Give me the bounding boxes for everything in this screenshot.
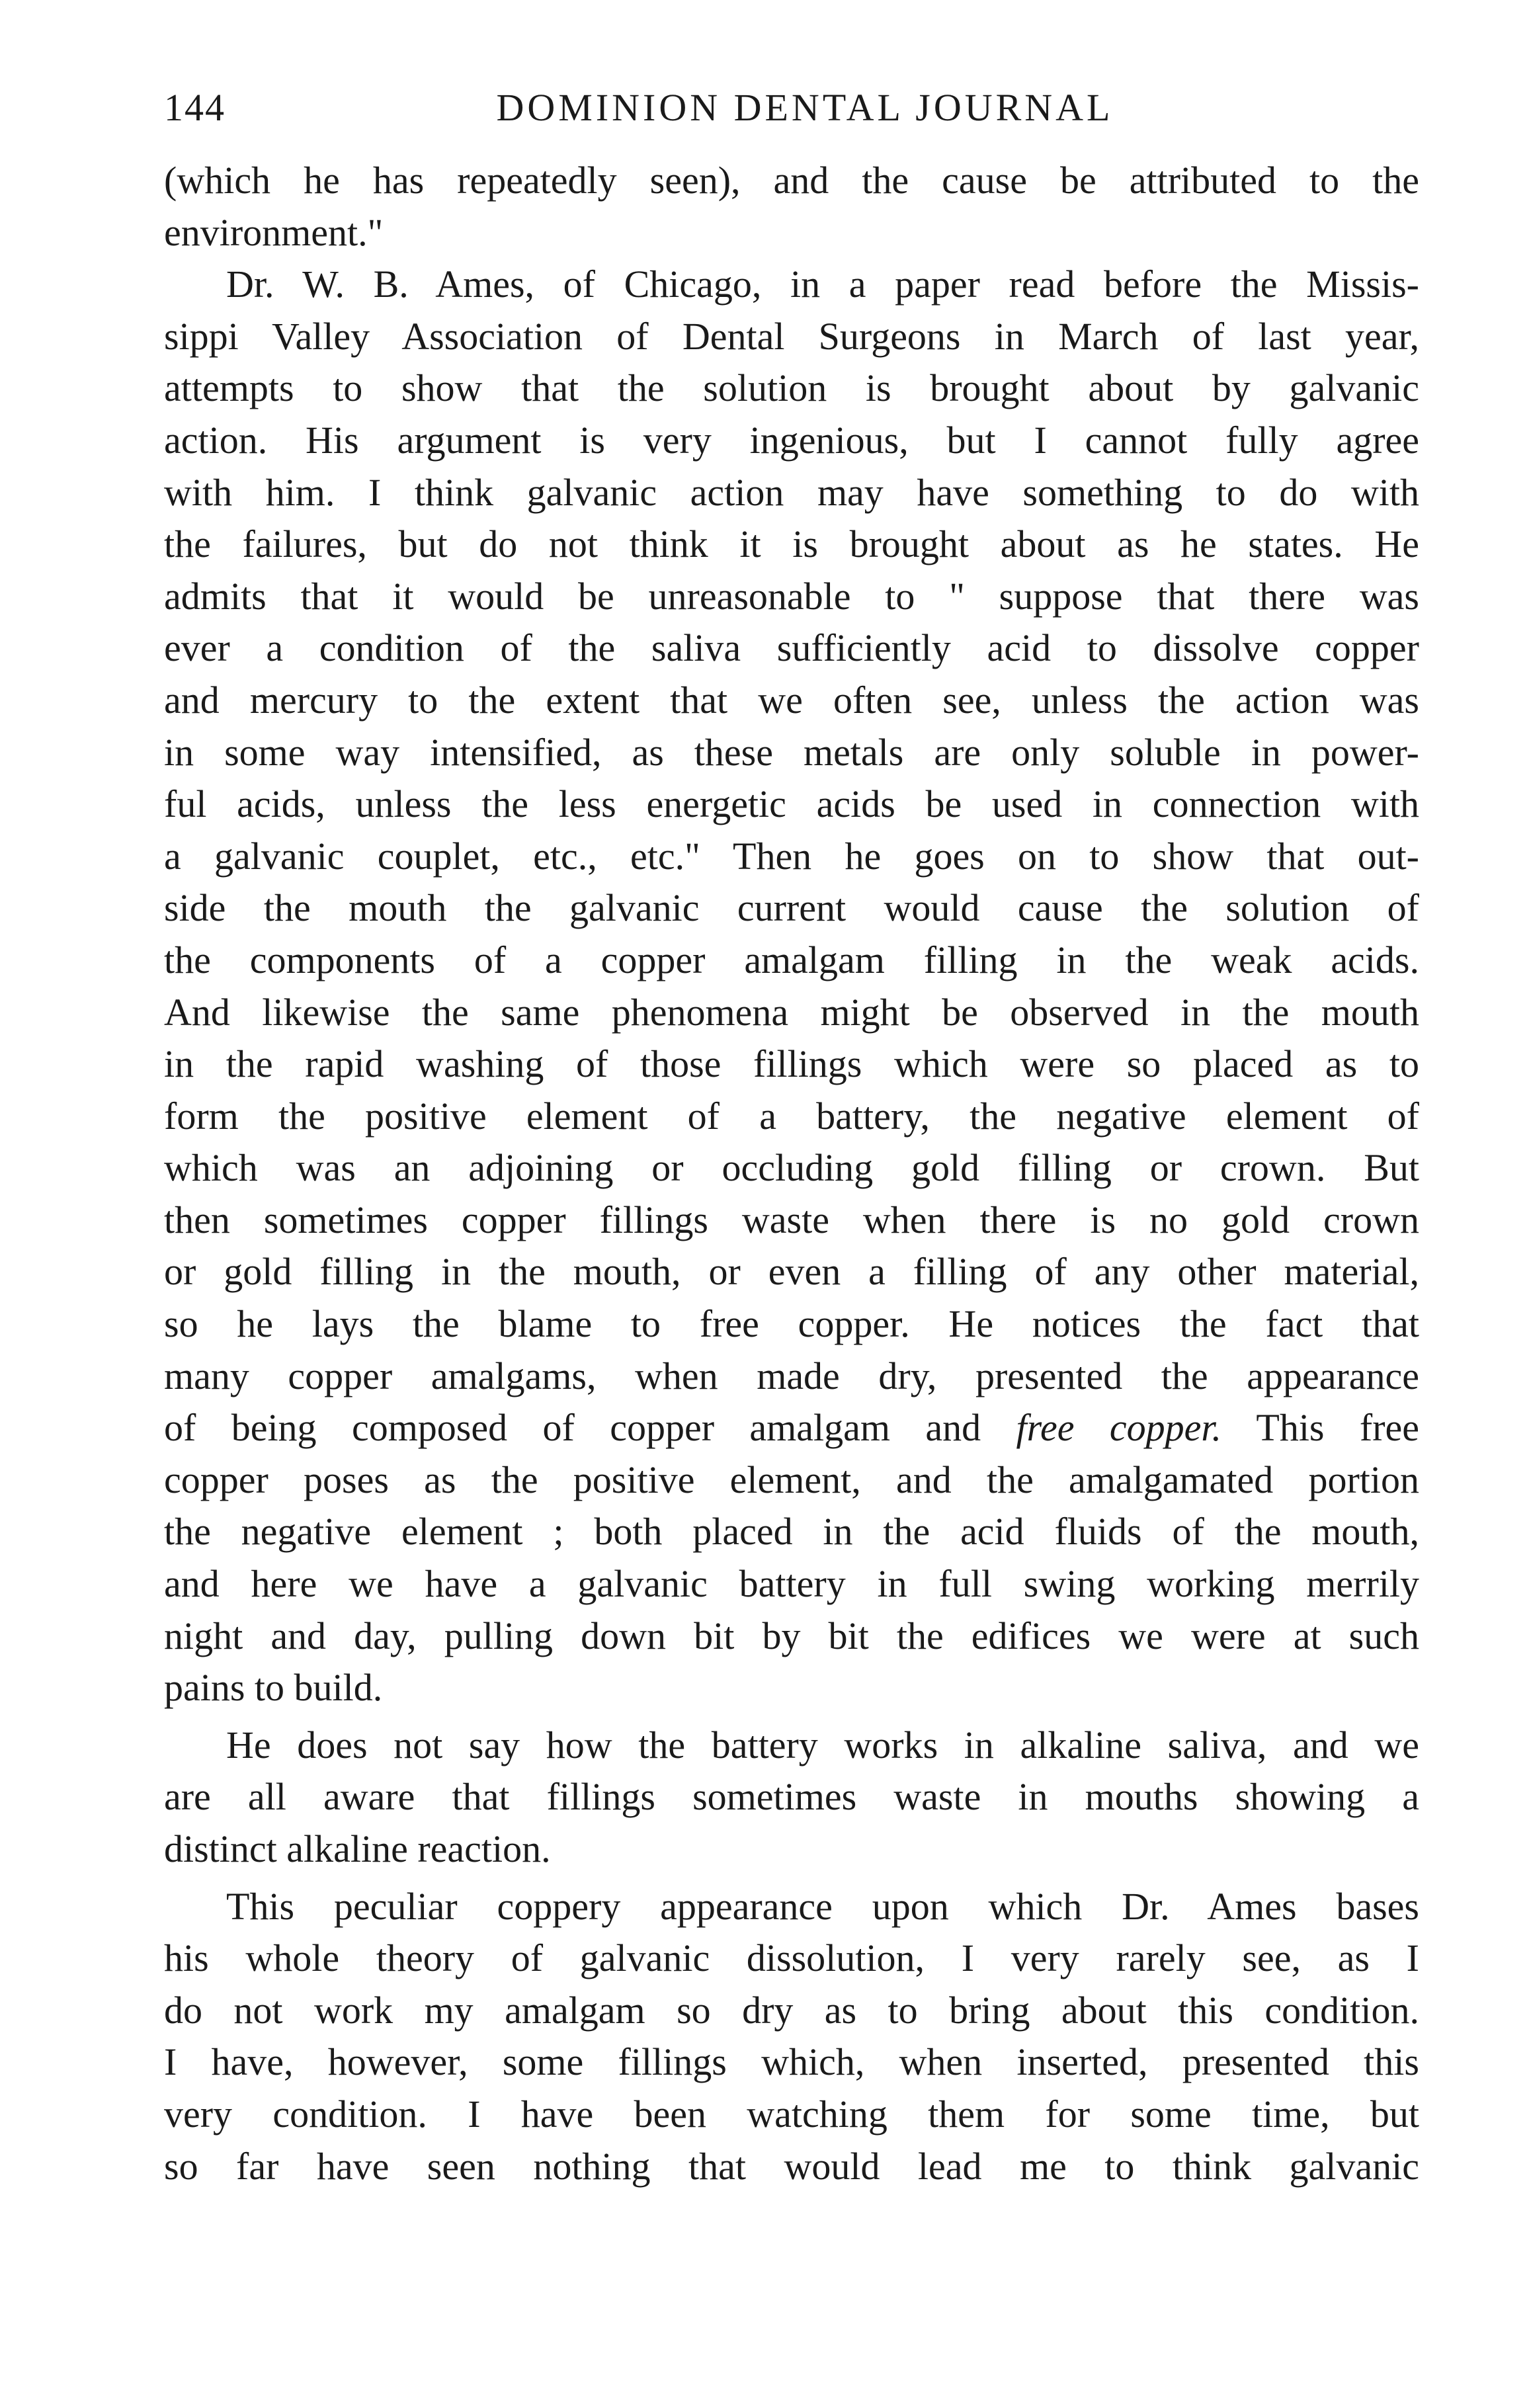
italic-phrase: free copper.: [1016, 1406, 1222, 1450]
text-line-with-italic: [164, 1402, 1419, 1454]
text-line: the components of a copper amalgam filling in the weak acids.: [164, 938, 1419, 981]
text-line: and mercury to the extent that we often see, unless the action was: [164, 678, 1419, 722]
text-line: ever a condition of the saliva sufficiently acid to dissolve copper: [164, 626, 1419, 670]
text-line: admits that it would be unreasonable to " suppose that there was: [164, 574, 1419, 618]
text-line: pains to build.: [164, 1666, 383, 1710]
text-line: a galvanic couplet, etc., etc." Then he goes on to show that out-: [164, 834, 1419, 878]
paragraph-gap: [164, 1714, 1419, 1720]
text-line: copper poses as the positive element, and the amalgamated portion: [164, 1458, 1419, 1501]
text-line: or gold filling in the mouth, or even a filling of any other material,: [164, 1250, 1419, 1294]
text-line: and here we have a galvanic battery in full swing working merrily: [164, 1562, 1419, 1606]
journal-title: DOMINION DENTAL JOURNAL: [496, 86, 1114, 129]
text-line: Dr. W. B. Ames, of Chicago, in a paper read before the Missis-: [226, 263, 1419, 306]
text-segment: of being composed of copper amalgam and: [164, 1406, 981, 1450]
text-line: distinct alkaline reaction.: [164, 1827, 551, 1870]
text-line: form the positive element of a battery, the negative element of: [164, 1094, 1419, 1138]
text-line: night and day, pulling down bit by bit the edifices we were at such: [164, 1614, 1419, 1657]
paragraph: [164, 259, 1419, 1714]
text-line: are all aware that fillings sometimes waste in mouths showing a: [164, 1775, 1419, 1819]
page-number: 144: [164, 86, 226, 129]
text-segment: This free: [1256, 1406, 1420, 1450]
text-line: sippi Valley Association of Dental Surgeons in March of last year,: [164, 314, 1419, 358]
text-line: do not work my amalgam so dry as to bring about this condition.: [164, 1988, 1419, 2032]
paragraph-gap: [164, 1876, 1419, 1881]
text-line: very condition. I have been watching them for some time, but: [164, 2092, 1419, 2136]
text-line: And likewise the same phenomena might be observed in the mouth: [164, 990, 1419, 1034]
text-line: with him. I think galvanic action may have something to do with: [164, 470, 1419, 514]
text-line: action. His argument is very ingenious, but I cannot fully agree: [164, 418, 1419, 462]
paragraph: [164, 1720, 1419, 1876]
text-line: attempts to show that the solution is brought about by galvanic: [164, 366, 1419, 410]
text-line: He does not say how the battery works in alkaline saliva, and we: [226, 1723, 1419, 1766]
text-line: his whole theory of galvanic dissolution, I very rarely see, as I: [164, 1936, 1419, 1980]
text-line: environment.": [164, 210, 384, 254]
text-line: in the rapid washing of those fillings which were so placed as to: [164, 1042, 1419, 1086]
text-line: so far have seen nothing that would lead me to think galvanic: [164, 2144, 1419, 2188]
text-line: so he lays the blame to free copper. He notices the fact that: [164, 1302, 1419, 1346]
text-line: many copper amalgams, when made dry, presented the appearance: [164, 1354, 1419, 1397]
body-text: [164, 155, 1419, 2192]
text-line: in some way intensified, as these metals are only soluble in power-: [164, 730, 1419, 774]
text-line: the negative element ; both placed in the acid fluids of the mouth,: [164, 1510, 1419, 1554]
paragraph: [164, 155, 1419, 259]
text-line: ful acids, unless the less energetic acids be used in connection with: [164, 782, 1419, 826]
paragraph: [164, 1881, 1419, 2193]
text-line: which was an adjoining or occluding gold filling or crown. But: [164, 1146, 1419, 1190]
text-line: then sometimes copper fillings waste when there is no gold crown: [164, 1198, 1419, 1241]
text-line: This peculiar coppery appearance upon which Dr. Ames bases: [226, 1884, 1419, 1928]
running-head: [164, 78, 1419, 138]
text-line: I have, however, some fillings which, when inserted, presented this: [164, 2040, 1419, 2084]
text-line: the failures, but do not think it is brought about as he states. He: [164, 522, 1419, 566]
text-line: (which he has repeatedly seen), and the cause be attributed to the: [164, 159, 1419, 202]
text-line: side the mouth the galvanic current would cause the solution of: [164, 886, 1419, 930]
